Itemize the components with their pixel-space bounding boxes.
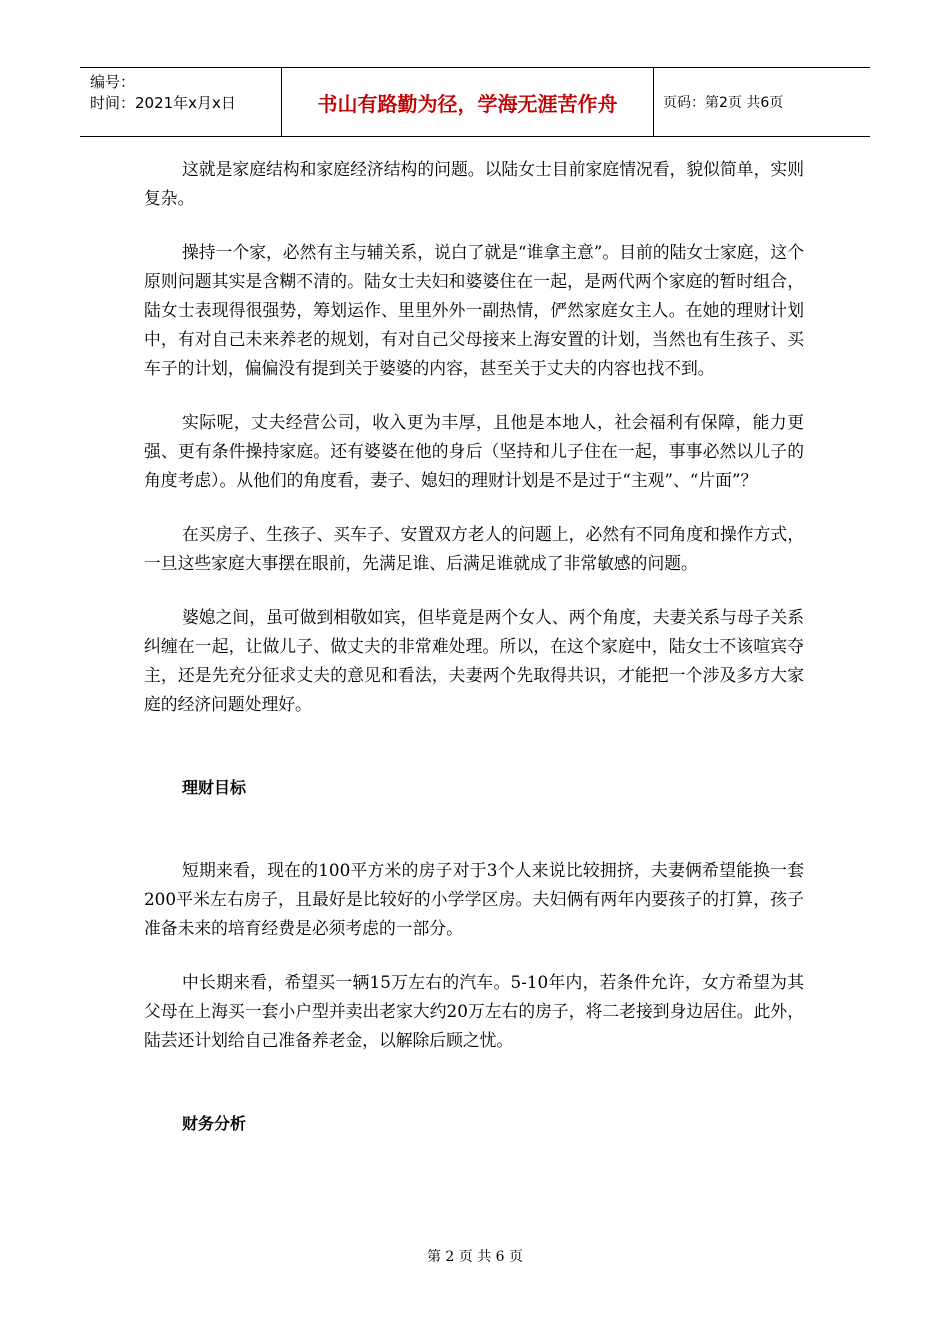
header-divider [653, 68, 654, 136]
body-paragraph: 这就是家庭结构和家庭经济结构的问题。以陆女士目前家庭情况看，貌似简单，实则复杂。 [144, 159, 804, 208]
document-header [80, 67, 870, 137]
body-paragraph: 中长期来看，希望买一辆15万左右的汽车。5-10年内，若条件允许，女方希望为其父母在上海买一套小户型并卖出老家大约20万左右的房子，将二老接到身边居住。此外，陆芸还计划给自己准备养老金，以解除后顾之忧。 [144, 972, 804, 1050]
body-paragraph: 在买房子、生孩子、买车子、安置双方老人的问题上，必然有不同角度和操作方式，一旦这些家庭大事摆在眼前，先满足谁、后满足谁就成了非常敏感的问题。 [144, 524, 804, 573]
body-paragraph: 实际呢，丈夫经营公司，收入更为丰厚，且他是本地人，社会福利有保障，能力更强、更有条件操持家庭。还有婆婆在他的身后（坚持和儿子住在一起，事事必然以儿子的角度考虑）。从他们的角度看，妻子、媳妇的理财计划是不是过于“主观”、“片面”？ [144, 412, 804, 490]
header-meta [90, 72, 236, 114]
header-time-label: 时间：2021年x月x日 [90, 94, 236, 112]
page-footer: 第 2 页 共 6 页 [426, 1249, 524, 1265]
body-paragraph: 婆媳之间，虽可做到相敬如宾，但毕竟是两个女人、两个角度，夫妻关系与母子关系纠缠在一起，让做儿子、做丈夫的非常难处理。所以，在这个家庭中，陆女士不该喧宾夺主，还是先充分征求丈夫的意见和看法，夫妻两个先取得共识，才能把一个涉及多方大家庭的经济问题处理好。 [144, 607, 804, 714]
header-page-info: 页码：第2页 共6页 [663, 95, 784, 111]
header-number-label: 编号： [90, 73, 136, 91]
header-motto: 书山有路勤为径，学海无涯苦作舟 [317, 91, 618, 116]
section-heading-financial-analysis: 财务分析 [182, 1114, 247, 1133]
body-paragraph: 短期来看，现在的100平方米的房子对于3个人来说比较拥挤，夫妻俩希望能换一套200平米左右房子，且最好是比较好的小学学区房。夫妇俩有两年内要孩子的打算，孩子准备未来的培育经费是必须考虑的一部分。 [144, 860, 804, 938]
body-paragraph: 操持一个家，必然有主与辅关系，说白了就是“谁拿主意”。目前的陆女士家庭，这个原则问题其实是含糊不清的。陆女士夫妇和婆婆住在一起，是两代两个家庭的暂时组合，陆女士表现得很强势，筹划运作、里里外外一副热情，俨然家庭女主人。在她的理财计划中，有对自己未来养老的规划，有对自己父母接来上海安置的计划，当然也有生孩子、买车子的计划，偏偏没有提到关于婆婆的内容，甚至关于丈夫的内容也找不到。 [144, 242, 804, 378]
section-heading-goals: 理财目标 [182, 778, 247, 797]
document-body [144, 155, 804, 1138]
